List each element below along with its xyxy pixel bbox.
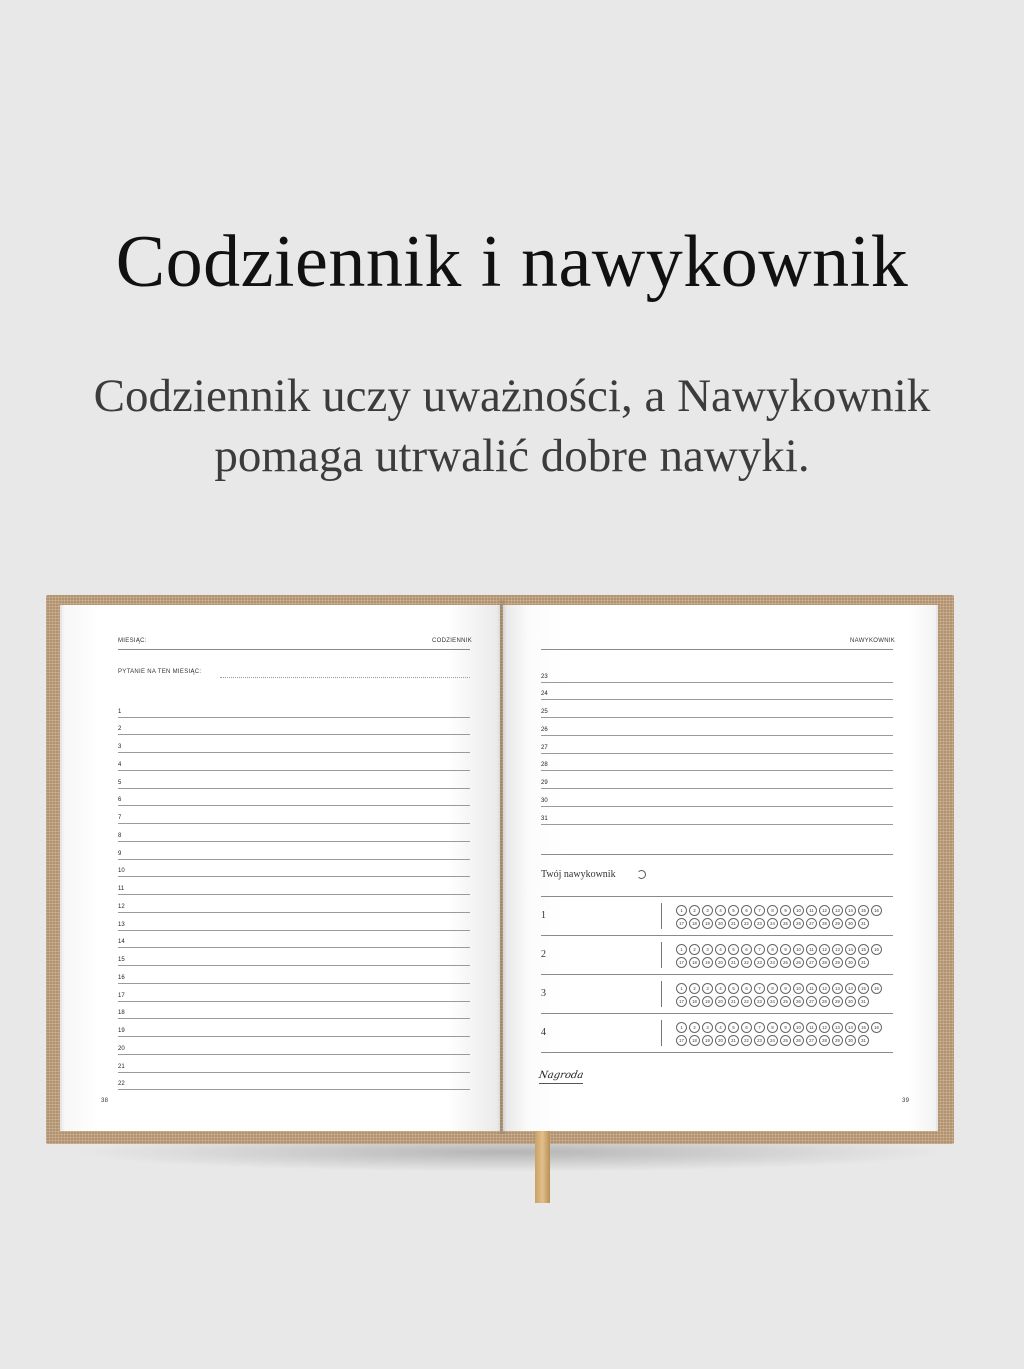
day-circle[interactable]: 8 (767, 1022, 778, 1033)
day-number: 12 (118, 903, 125, 910)
day-circle[interactable]: 11 (806, 983, 817, 994)
day-circle[interactable]: 26 (793, 1035, 804, 1046)
day-circle[interactable]: 2 (689, 983, 700, 994)
day-number: 24 (541, 691, 548, 698)
habit-row (541, 1014, 893, 1053)
day-circle[interactable]: 19 (702, 996, 713, 1007)
day-circle[interactable]: 22 (741, 996, 752, 1007)
day-circle-grid (676, 983, 886, 1007)
bookmark-ribbon (535, 1122, 550, 1203)
day-circle[interactable]: 22 (741, 957, 752, 968)
day-circle[interactable]: 21 (728, 1035, 739, 1046)
day-number: 26 (541, 726, 548, 733)
reward-label: Nagroda (538, 1070, 585, 1081)
day-line (118, 949, 470, 967)
day-circle[interactable]: 3 (702, 905, 713, 916)
day-circle[interactable]: 16 (871, 1022, 882, 1033)
day-circle[interactable]: 11 (806, 905, 817, 916)
day-circle[interactable]: 2 (689, 944, 700, 955)
day-number: 27 (541, 744, 548, 751)
day-circle[interactable]: 28 (819, 957, 830, 968)
day-circle[interactable]: 15 (858, 983, 869, 994)
day-circle[interactable]: 10 (793, 944, 804, 955)
day-circle[interactable]: 4 (715, 905, 726, 916)
day-circle[interactable]: 14 (845, 905, 856, 916)
day-circle[interactable]: 12 (819, 905, 830, 916)
day-circle[interactable]: 9 (780, 905, 791, 916)
day-circle[interactable]: 23 (754, 996, 765, 1007)
day-circle[interactable]: 3 (702, 944, 713, 955)
day-circle[interactable]: 9 (780, 1022, 791, 1033)
day-circle[interactable]: 6 (741, 1022, 752, 1033)
left-page-number: 38 (101, 1098, 109, 1104)
day-circle[interactable]: 9 (780, 983, 791, 994)
day-circle[interactable]: 29 (832, 996, 843, 1007)
day-circle[interactable]: 5 (728, 983, 739, 994)
refresh-icon (637, 870, 646, 879)
day-line (541, 683, 893, 701)
day-line (541, 807, 893, 825)
day-circle[interactable]: 19 (702, 957, 713, 968)
day-circle[interactable]: 18 (689, 996, 700, 1007)
day-circle[interactable]: 11 (806, 944, 817, 955)
day-circle[interactable]: 24 (767, 918, 778, 929)
day-circle[interactable]: 12 (819, 1022, 830, 1033)
day-line (118, 966, 470, 984)
day-circle[interactable]: 21 (728, 957, 739, 968)
habit-number: 2 (541, 949, 546, 960)
right-page-number: 39 (902, 1098, 910, 1104)
day-circle[interactable]: 23 (754, 957, 765, 968)
day-circle[interactable]: 5 (728, 1022, 739, 1033)
day-circle[interactable]: 25 (780, 918, 791, 929)
day-circle[interactable]: 7 (754, 944, 765, 955)
day-number: 10 (118, 868, 125, 875)
day-circle[interactable]: 4 (715, 983, 726, 994)
day-circle[interactable]: 14 (845, 944, 856, 955)
day-circle[interactable]: 17 (676, 957, 687, 968)
day-circle[interactable]: 25 (780, 996, 791, 1007)
day-circle[interactable]: 26 (793, 996, 804, 1007)
day-circle[interactable]: 13 (832, 1022, 843, 1033)
habit-row (541, 936, 893, 975)
day-number: 5 (118, 779, 122, 786)
day-circle[interactable]: 4 (715, 944, 726, 955)
day-circle[interactable]: 19 (702, 1035, 713, 1046)
day-circle[interactable]: 13 (832, 983, 843, 994)
day-number: 16 (118, 974, 125, 981)
day-circle[interactable]: 7 (754, 905, 765, 916)
day-circle[interactable]: 26 (793, 918, 804, 929)
day-circle[interactable]: 24 (767, 996, 778, 1007)
day-circle[interactable]: 16 (871, 905, 882, 916)
day-circle[interactable]: 31 (858, 996, 869, 1007)
day-line (541, 736, 893, 754)
day-circle[interactable]: 17 (676, 918, 687, 929)
day-circle[interactable]: 21 (728, 996, 739, 1007)
day-circle[interactable]: 22 (741, 1035, 752, 1046)
day-line (118, 824, 470, 842)
day-line (541, 754, 893, 772)
day-circle[interactable]: 20 (715, 918, 726, 929)
habit-number: 4 (541, 1027, 546, 1038)
day-number: 6 (118, 797, 122, 804)
day-circle[interactable]: 20 (715, 996, 726, 1007)
habit-separator (661, 1020, 662, 1046)
day-circle[interactable]: 23 (754, 918, 765, 929)
day-circle[interactable]: 16 (871, 944, 882, 955)
day-circle[interactable]: 30 (845, 1035, 856, 1046)
day-circle[interactable]: 5 (728, 944, 739, 955)
day-circle[interactable]: 31 (858, 918, 869, 929)
day-line (118, 1073, 470, 1091)
day-circle-grid (676, 944, 886, 968)
day-line (541, 772, 893, 790)
day-circle[interactable]: 27 (806, 996, 817, 1007)
day-circle[interactable]: 14 (845, 983, 856, 994)
day-line (118, 860, 470, 878)
day-circle-grid (676, 1022, 886, 1046)
day-circle[interactable]: 25 (780, 957, 791, 968)
day-line (541, 789, 893, 807)
day-circle[interactable]: 2 (689, 1022, 700, 1033)
day-circle[interactable]: 30 (845, 957, 856, 968)
habit-top-rule (541, 854, 893, 855)
day-number: 29 (541, 780, 548, 787)
day-circle[interactable]: 19 (702, 918, 713, 929)
day-circle[interactable]: 28 (819, 996, 830, 1007)
day-circle[interactable]: 17 (676, 1035, 687, 1046)
day-circle[interactable]: 30 (845, 918, 856, 929)
day-circle[interactable]: 14 (845, 1022, 856, 1033)
day-circle[interactable]: 25 (780, 1035, 791, 1046)
day-number: 23 (541, 673, 548, 680)
day-line (118, 895, 470, 913)
day-circle[interactable]: 31 (858, 957, 869, 968)
day-circle[interactable]: 10 (793, 905, 804, 916)
habit-row (541, 975, 893, 1014)
day-circle[interactable]: 4 (715, 1022, 726, 1033)
day-number: 19 (118, 1028, 125, 1035)
day-circle[interactable]: 21 (728, 918, 739, 929)
day-circle[interactable]: 20 (715, 957, 726, 968)
day-circle[interactable]: 24 (767, 957, 778, 968)
day-number: 20 (118, 1045, 125, 1052)
day-circle[interactable]: 18 (689, 1035, 700, 1046)
right-header-rule (541, 649, 893, 650)
habit-separator (661, 981, 662, 1007)
day-circle[interactable]: 27 (806, 918, 817, 929)
month-label: MIESIĄC: (118, 638, 147, 644)
day-circle[interactable]: 7 (754, 983, 765, 994)
day-circle[interactable]: 15 (858, 944, 869, 955)
day-number: 11 (118, 886, 125, 893)
day-circle[interactable]: 6 (741, 905, 752, 916)
day-circle[interactable]: 6 (741, 983, 752, 994)
day-line (541, 718, 893, 736)
day-line (118, 718, 470, 736)
day-circle[interactable]: 12 (819, 944, 830, 955)
left-section-label: CODZIENNIK (432, 638, 473, 644)
habit-number: 3 (541, 988, 546, 999)
day-number: 1 (118, 708, 122, 715)
day-circle[interactable]: 12 (819, 983, 830, 994)
habit-separator (661, 942, 662, 968)
day-circle[interactable]: 18 (689, 957, 700, 968)
day-circle[interactable]: 26 (793, 957, 804, 968)
day-number: 4 (118, 761, 122, 768)
right-section-label: NAWYKOWNIK (850, 638, 896, 644)
day-circle-grid (676, 905, 886, 929)
day-line (118, 736, 470, 754)
day-number: 17 (118, 992, 125, 999)
day-number: 18 (118, 1010, 125, 1017)
day-line (118, 878, 470, 896)
habit-row (541, 897, 893, 936)
day-circle[interactable]: 23 (754, 1035, 765, 1046)
reward-underline (539, 1083, 583, 1084)
day-circle[interactable]: 8 (767, 944, 778, 955)
subheading-line-2: pomaga utrwalić dobre nawyki. (214, 430, 810, 482)
habit-number: 1 (541, 910, 546, 921)
day-circle[interactable]: 31 (858, 1035, 869, 1046)
day-circle[interactable]: 18 (689, 918, 700, 929)
day-line (118, 771, 470, 789)
day-number: 30 (541, 797, 548, 804)
day-line (118, 1020, 470, 1038)
day-line (118, 753, 470, 771)
day-number: 13 (118, 921, 125, 928)
day-circle[interactable]: 28 (819, 918, 830, 929)
day-circle[interactable]: 24 (767, 1035, 778, 1046)
day-circle[interactable]: 22 (741, 918, 752, 929)
day-circle[interactable]: 1 (676, 983, 687, 994)
day-circle[interactable]: 10 (793, 1022, 804, 1033)
day-line (118, 1037, 470, 1055)
day-circle[interactable]: 29 (832, 957, 843, 968)
day-line (118, 984, 470, 1002)
day-number: 14 (118, 939, 125, 946)
day-number: 9 (118, 850, 122, 857)
day-line (118, 789, 470, 807)
page-title: Codziennik i nawykownik (115, 221, 909, 303)
day-number: 8 (118, 832, 122, 839)
day-circle[interactable]: 6 (741, 944, 752, 955)
day-line (118, 700, 470, 718)
day-number: 2 (118, 726, 122, 733)
day-number: 28 (541, 762, 548, 769)
day-number: 31 (541, 815, 548, 822)
day-line (118, 1055, 470, 1073)
day-circle[interactable]: 5 (728, 905, 739, 916)
day-line (118, 1002, 470, 1020)
day-circle[interactable]: 1 (676, 944, 687, 955)
day-number: 15 (118, 957, 125, 964)
day-number: 3 (118, 744, 122, 751)
habit-tracker-title: Twój nawykownik (541, 869, 616, 880)
day-circle[interactable]: 11 (806, 1022, 817, 1033)
day-line (541, 701, 893, 719)
day-line (118, 807, 470, 825)
subheading-line-1: Codziennik uczy uważności, a Nawykownik (93, 370, 931, 422)
day-circle[interactable]: 3 (702, 1022, 713, 1033)
day-line (541, 665, 893, 683)
day-circle[interactable]: 8 (767, 905, 778, 916)
day-line (118, 913, 470, 931)
day-circle[interactable]: 9 (780, 944, 791, 955)
day-circle[interactable]: 15 (858, 1022, 869, 1033)
question-label: PYTANIE NA TEN MIESIĄC: (118, 669, 202, 675)
day-circle[interactable]: 13 (832, 905, 843, 916)
day-circle[interactable]: 2 (689, 905, 700, 916)
day-circle[interactable]: 28 (819, 1035, 830, 1046)
day-circle[interactable]: 27 (806, 957, 817, 968)
day-number: 25 (541, 709, 548, 716)
day-circle[interactable]: 13 (832, 944, 843, 955)
book-gutter (497, 600, 507, 1134)
day-circle[interactable]: 8 (767, 983, 778, 994)
day-circle[interactable]: 29 (832, 1035, 843, 1046)
day-circle[interactable]: 27 (806, 1035, 817, 1046)
day-circle[interactable]: 7 (754, 1022, 765, 1033)
day-line (118, 931, 470, 949)
day-circle[interactable]: 3 (702, 983, 713, 994)
day-circle[interactable]: 17 (676, 996, 687, 1007)
day-circle[interactable]: 1 (676, 1022, 687, 1033)
day-circle[interactable]: 1 (676, 905, 687, 916)
subheading (40, 366, 984, 486)
question-answer-line (220, 677, 470, 678)
day-number: 21 (118, 1063, 125, 1070)
day-line (118, 842, 470, 860)
day-circle[interactable]: 20 (715, 1035, 726, 1046)
day-circle[interactable]: 10 (793, 983, 804, 994)
day-circle[interactable]: 16 (871, 983, 882, 994)
day-circle[interactable]: 15 (858, 905, 869, 916)
day-number: 7 (118, 815, 122, 822)
day-circle[interactable]: 30 (845, 996, 856, 1007)
day-number: 22 (118, 1081, 125, 1088)
left-header-rule (118, 649, 470, 650)
habit-separator (661, 903, 662, 929)
day-circle[interactable]: 29 (832, 918, 843, 929)
